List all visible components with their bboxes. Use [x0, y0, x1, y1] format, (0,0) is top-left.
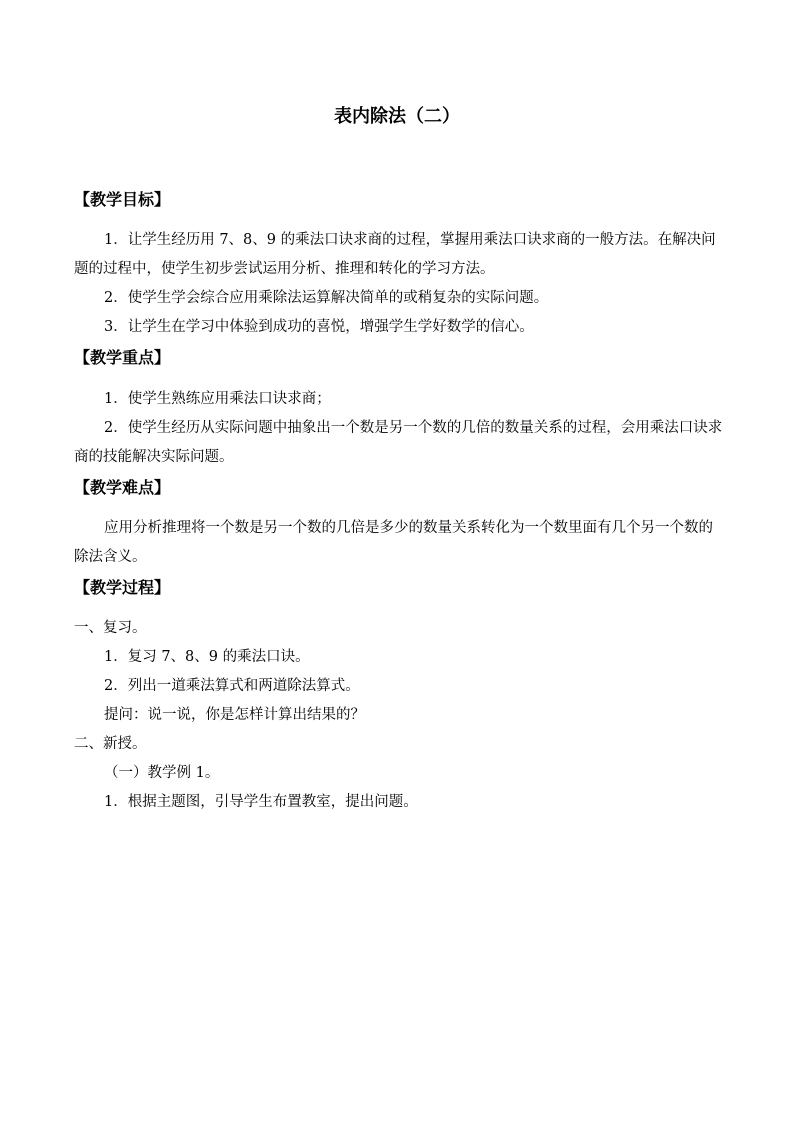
heading-objectives: 【教学目标】: [74, 190, 171, 209]
objective-item-1: 1．让学生经历用 7、8、9 的乘法口诀求商的过程，掌握用乘法口诀求商的一般方法。在解决问题的过程中，使学生初步尝试运用分析、推理和转化的学习方法。: [74, 232, 716, 277]
objective-item-3: 3．让学生在学习中体验到成功的喜悦，增强学生学好数学的信心。: [104, 319, 534, 335]
review-item-1: 1．复习 7、8、9 的乘法口诀。: [104, 649, 310, 665]
heading-process: 【教学过程】: [74, 578, 171, 597]
review-title: 一、复习。: [74, 620, 147, 636]
new-lesson-title: 二、新授。: [74, 736, 147, 752]
heading-key-points: 【教学重点】: [74, 348, 171, 367]
page-title: 表内除法（二）: [334, 106, 460, 127]
review-question: 提问：说一说，你是怎样计算出结果的？: [104, 707, 365, 723]
objective-item-2: 2．使学生学会综合应用乘除法运算解决简单的或稍复杂的实际问题。: [104, 290, 549, 306]
new-lesson-item-1: 1．根据主题图，引导学生布置教室，提出问题。: [104, 794, 418, 810]
key-point-item-2: 2．使学生经历从实际问题中抽象出一个数是另一个数的几倍的数量关系的过程，会用乘法口诀求商的技能解决实际问题。: [74, 420, 723, 465]
heading-difficulties: 【教学难点】: [74, 478, 171, 497]
new-lesson-subtitle: （一）教学例 1。: [104, 765, 220, 781]
key-point-item-1: 1．使学生熟练应用乘法口诀求商；: [104, 391, 331, 407]
review-item-2: 2．列出一道乘法算式和两道除法算式。: [104, 678, 360, 694]
difficulty-text: 应用分析推理将一个数是另一个数的几倍是多少的数量关系转化为一个数里面有几个另一个数的除法含义。: [74, 520, 713, 565]
